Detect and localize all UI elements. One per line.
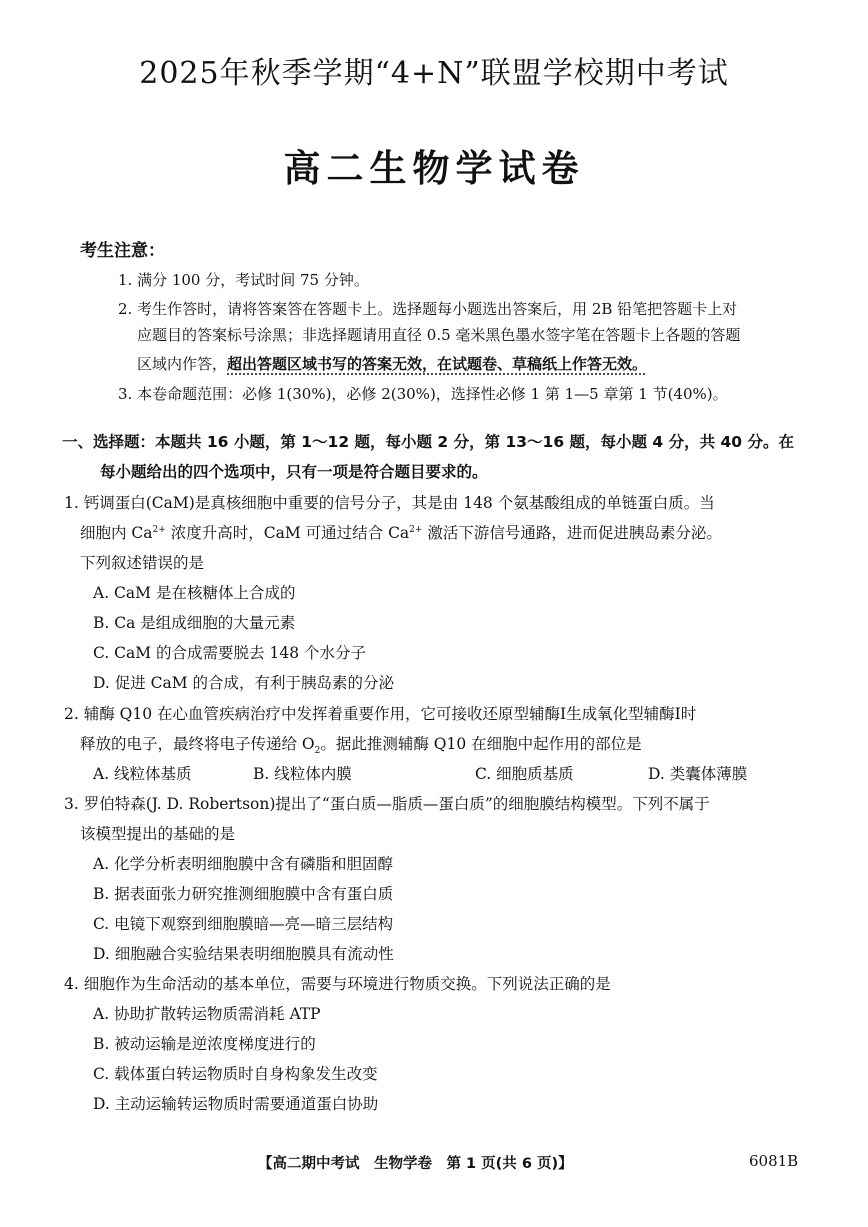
- notice-item-3: 3. 本卷命题范围：必修 1(30%)，必修 2(30%)，选择性必修 1 第 1—5 章第 1 节(40%)。: [118, 385, 728, 403]
- q2-sub: 2: [314, 746, 321, 757]
- notice-item-2-line-2: 应题目的答案标号涂黑；非选择题请用直径 0.5 毫米黑色墨水签字笔在答题卡上各题的答题: [137, 326, 741, 344]
- q1-sup-1: 2+: [152, 524, 166, 535]
- notice-item-2-prefix: 区域内作答，: [137, 355, 228, 373]
- section-heading-line-2: 每小题给出的四个选项中，只有一项是符合题目要求的。: [100, 463, 488, 481]
- q1-option-a[interactable]: A. CaM 是在核糖体上合成的: [93, 584, 296, 602]
- notice-item-2-line-3: [137, 353, 647, 374]
- q3-option-c[interactable]: C. 电镜下观察到细胞膜暗—亮—暗三层结构: [93, 915, 394, 933]
- page-footer: 【高二期中考试 生物学卷 第 1 页(共 6 页)】: [258, 1156, 573, 1172]
- q4-stem-line-1: 4. 细胞作为生命活动的基本单位，需要与环境进行物质交换。下列说法正确的是: [64, 975, 611, 993]
- q1-option-b[interactable]: B. Ca 是组成细胞的大量元素: [93, 614, 296, 632]
- notice-item-1: 1. 满分 100 分，考试时间 75 分钟。: [118, 271, 369, 289]
- notice-heading: 考生注意：: [80, 241, 165, 261]
- q1-option-c[interactable]: C. CaM 的合成需要脱去 148 个水分子: [93, 644, 366, 662]
- q3-option-a[interactable]: A. 化学分析表明细胞膜中含有磷脂和胆固醇: [93, 855, 394, 873]
- section-heading-line-1: 一、选择题：本题共 16 小题，第 1～12 题，每小题 2 分，第 13～16 题，每小题 4 分，共 40 分。在: [62, 433, 794, 451]
- q1-option-d[interactable]: D. 促进 CaM 的合成，有利于胰岛素的分泌: [93, 674, 395, 692]
- notice-item-2-line-1: 2. 考生作答时，请将答案答在答题卡上。选择题每小题选出答案后，用 2B 铅笔把答题卡上对: [118, 300, 738, 318]
- q1-text-b: 浓度升高时，CaM 可通过结合 Ca: [165, 524, 410, 542]
- q3-stem-line-1: 3. 罗伯特森(J. D. Robertson)提出了“蛋白质—脂质—蛋白质”的细胞膜结构模型。下列不属于: [64, 795, 710, 813]
- q1-sup-2: 2+: [409, 524, 423, 535]
- q1-stem-line-3: 下列叙述错误的是: [80, 554, 205, 572]
- q2-stem-line-1: 2. 辅酶 Q10 在心血管疾病治疗中发挥着重要作用，它可接收还原型辅酶Ⅰ生成氧化型辅酶Ⅰ时: [64, 705, 697, 723]
- q4-option-b[interactable]: B. 被动运输是逆浓度梯度进行的: [93, 1035, 316, 1053]
- q2-option-a[interactable]: A. 线粒体基质: [93, 765, 192, 783]
- q4-option-d[interactable]: D. 主动运输转运物质时需要通道蛋白协助: [93, 1095, 379, 1113]
- q3-option-b[interactable]: B. 据表面张力研究推测细胞膜中含有蛋白质: [93, 885, 394, 903]
- q1-stem-line-2: [80, 521, 722, 543]
- q2-option-d[interactable]: D. 类囊体薄膜: [648, 765, 748, 783]
- q1-text-a: 细胞内 Ca: [80, 524, 153, 542]
- q1-stem-line-1: 1. 钙调蛋白(CaM)是真核细胞中重要的信号分子，其是由 148 个氨基酸组成的单链蛋白质。当: [64, 494, 715, 512]
- q4-option-a[interactable]: A. 协助扩散转运物质需消耗 ATP: [93, 1005, 321, 1023]
- q2-option-b[interactable]: B. 线粒体内膜: [253, 765, 352, 783]
- q2-option-c[interactable]: C. 细胞质基质: [475, 765, 574, 783]
- paper-code: 6081B: [749, 1152, 799, 1170]
- q4-option-c[interactable]: C. 载体蛋白转运物质时自身构象发生改变: [93, 1065, 378, 1083]
- q2-text-a: 释放的电子，最终将电子传递给 O: [80, 735, 315, 753]
- notice-emphasis: 超出答题区域书写的答案无效，在试题卷、草稿纸上作答无效。: [227, 355, 648, 373]
- q2-stem-line-2: [80, 732, 642, 756]
- exam-title: 2025年秋季学期“4+N”联盟学校期中考试: [139, 56, 729, 91]
- q3-stem-line-2: 该模型提出的基础的是: [80, 825, 236, 843]
- q3-option-d[interactable]: D. 细胞融合实验结果表明细胞膜具有流动性: [93, 945, 394, 963]
- q2-text-b: 。据此推测辅酶 Q10 在细胞中起作用的部位是: [320, 735, 642, 753]
- q1-text-c: 激活下游信号通路，进而促进胰岛素分泌。: [422, 524, 722, 542]
- subject-title: 高二生物学试卷: [283, 147, 585, 190]
